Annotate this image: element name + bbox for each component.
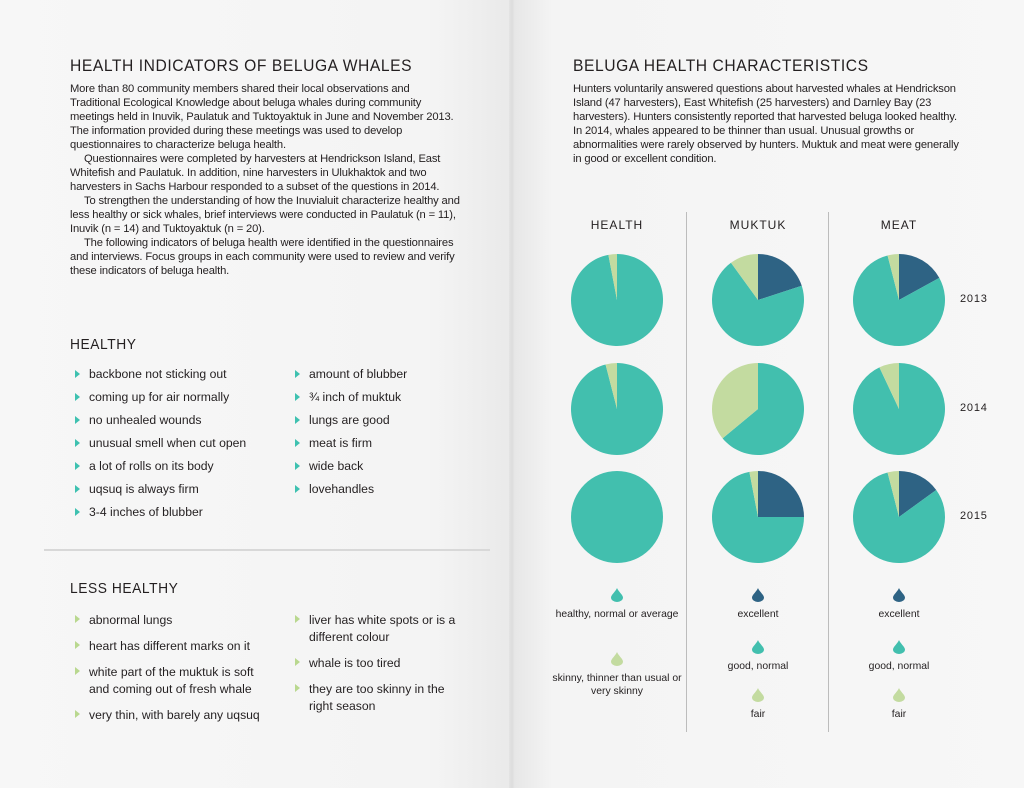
less-healthy-heading: LESS HEALTHY [70,580,179,597]
legend-label: fair [750,709,766,720]
book-spine [509,0,515,788]
legend-item [834,588,964,621]
bullet-triangle-icon [75,710,80,718]
list-item: whale is too tired [290,655,470,672]
list-item: white part of the muktuk is soft and coming out of fresh whale [70,664,270,698]
year-label-2014: 2014 [960,402,988,414]
column-separator [828,212,829,732]
list-item: wide back [290,459,470,473]
bullet-triangle-icon [295,462,300,470]
bullet-triangle-icon [75,508,80,516]
pie-health-2013 [571,254,663,346]
bullet-triangle-icon [295,485,300,493]
list-item: backbone not sticking out [70,367,290,381]
legend-label: skinny, thinner than usual or very skinny [552,673,682,697]
bullet-triangle-icon [75,416,80,424]
healthy-heading: HEALTHY [70,336,137,353]
section-divider [44,549,490,551]
pie-slice-healthy [571,471,663,563]
legend-label: healthy, normal or average [555,609,679,620]
pie-muktuk-2014 [712,363,804,455]
pie-slice-excellent [758,471,804,517]
pie-health-2015 [571,471,663,563]
pie-meat-2013 [853,254,945,346]
list-item: liver has white spots or is a different colour [290,612,470,646]
legend-drop-icon [611,652,623,666]
bullet-triangle-icon [295,684,300,692]
legend-label: good, normal [868,661,930,672]
intro-paragraph-4: The following indicators of beluga health were identified in the questionnaires and interviews. Focus groups in each community were used to review and verify these indicators of beluga health. [70,237,455,277]
list-item: coming up for air normally [70,390,290,404]
bullet-triangle-icon [295,658,300,666]
legend-drop-icon [893,640,905,654]
bullet-triangle-icon [295,393,300,401]
healthy-list-left [70,367,290,528]
list-item: a lot of rolls on its body [70,459,290,473]
legend-label: good, normal [727,661,789,672]
legend-item [834,640,964,673]
legend-drop-icon [893,588,905,602]
legend-item [552,652,682,698]
left-page-title: HEALTH INDICATORS OF BELUGA WHALES [70,56,413,75]
column-separator [686,212,687,732]
list-item: very thin, with barely any uqsuq [70,707,270,724]
legend-label: excellent [878,609,920,620]
bullet-triangle-icon [295,370,300,378]
bullet-triangle-icon [75,667,80,675]
list-item: unusual smell when cut open [70,436,290,450]
pie-health-2014 [571,363,663,455]
list-item: lovehandles [290,482,470,496]
list-item: lungs are good [290,413,470,427]
year-label-2015: 2015 [960,510,988,522]
column-header-health: HEALTH [590,218,644,232]
bullet-triangle-icon [75,641,80,649]
legend-item [552,588,682,621]
bullet-triangle-icon [295,439,300,447]
list-item: heart has different marks on it [70,638,270,655]
right-intro-paragraph: Hunters voluntarily answered questions about harvested whales at Hendrickson Island (47 harvesters), East Whitefish (25 harvesters) and Darnley Bay (23 harvesters). Hunters consistently reported that harvested beluga looked healthy. In 2014, whales appeared to be thinner than usual. Unusual growths or abnormalities were rarely observed by hunters. Muktuk and meat were generally in good or excellent condition. [573,83,959,165]
bullet-triangle-icon [75,462,80,470]
legend-drop-icon [752,640,764,654]
list-item: amount of blubber [290,367,470,381]
intro-paragraph-2: Questionnaires were completed by harvesters at Hendrickson Island, East Whitefish and Paulatuk. In addition, nine harvesters in Ulukhaktok and two harvesters in Sachs Harbour responded to a subset of the questions in 2014. [70,153,441,193]
legend-item [693,640,823,673]
pie-meat-2015 [853,471,945,563]
less-healthy-list-right [290,612,470,724]
healthy-list-right [290,367,470,505]
less-healthy-list-left [70,612,270,733]
list-item: uqsuq is always firm [70,482,290,496]
list-item: ¾ inch of muktuk [290,390,470,404]
legend-drop-icon [752,588,764,602]
list-item: 3-4 inches of blubber [70,505,290,519]
legend-drop-icon [611,588,623,602]
pie-muktuk-2015 [712,471,804,563]
column-header-meat: MEAT [880,218,918,232]
legend-label: fair [891,709,907,720]
bullet-triangle-icon [75,393,80,401]
legend-item [834,688,964,721]
list-item: they are too skinny in the right season [290,681,470,715]
legend-label: excellent [737,609,779,620]
right-page-title: BELUGA HEALTH CHARACTERISTICS [573,56,869,75]
bullet-triangle-icon [295,416,300,424]
bullet-triangle-icon [295,615,300,623]
legend-item [693,688,823,721]
intro-text [70,82,462,278]
list-item: meat is firm [290,436,470,450]
intro-paragraph-3: To strengthen the understanding of how the Inuvialuit characterize healthy and less healthy or sick whales, brief interviews were conducted in Paulatuk (n = 11), Inuvik (n = 14) and Tuktoyaktuk (n = 20). [70,195,460,235]
bullet-triangle-icon [75,370,80,378]
list-item: no unhealed wounds [70,413,290,427]
bullet-triangle-icon [75,485,80,493]
legend-drop-icon [752,688,764,702]
pie-meat-2014 [853,363,945,455]
intro-paragraph-1: More than 80 community members shared their local observations and Traditional Ecological Knowledge about beluga whales during community meetings held in Inuvik, Paulatuk and Tuktoyaktuk in June and November 2013. The information provided during these meetings was used to develop questionnaires to characterize beluga health. [70,83,454,151]
year-label-2013: 2013 [960,293,988,305]
bullet-triangle-icon [75,439,80,447]
right-intro-text [573,82,965,166]
bullet-triangle-icon [75,615,80,623]
list-item: abnormal lungs [70,612,270,629]
legend-item [693,588,823,621]
legend-drop-icon [893,688,905,702]
column-header-muktuk: MUKTUK [729,218,787,232]
pie-muktuk-2013 [712,254,804,346]
